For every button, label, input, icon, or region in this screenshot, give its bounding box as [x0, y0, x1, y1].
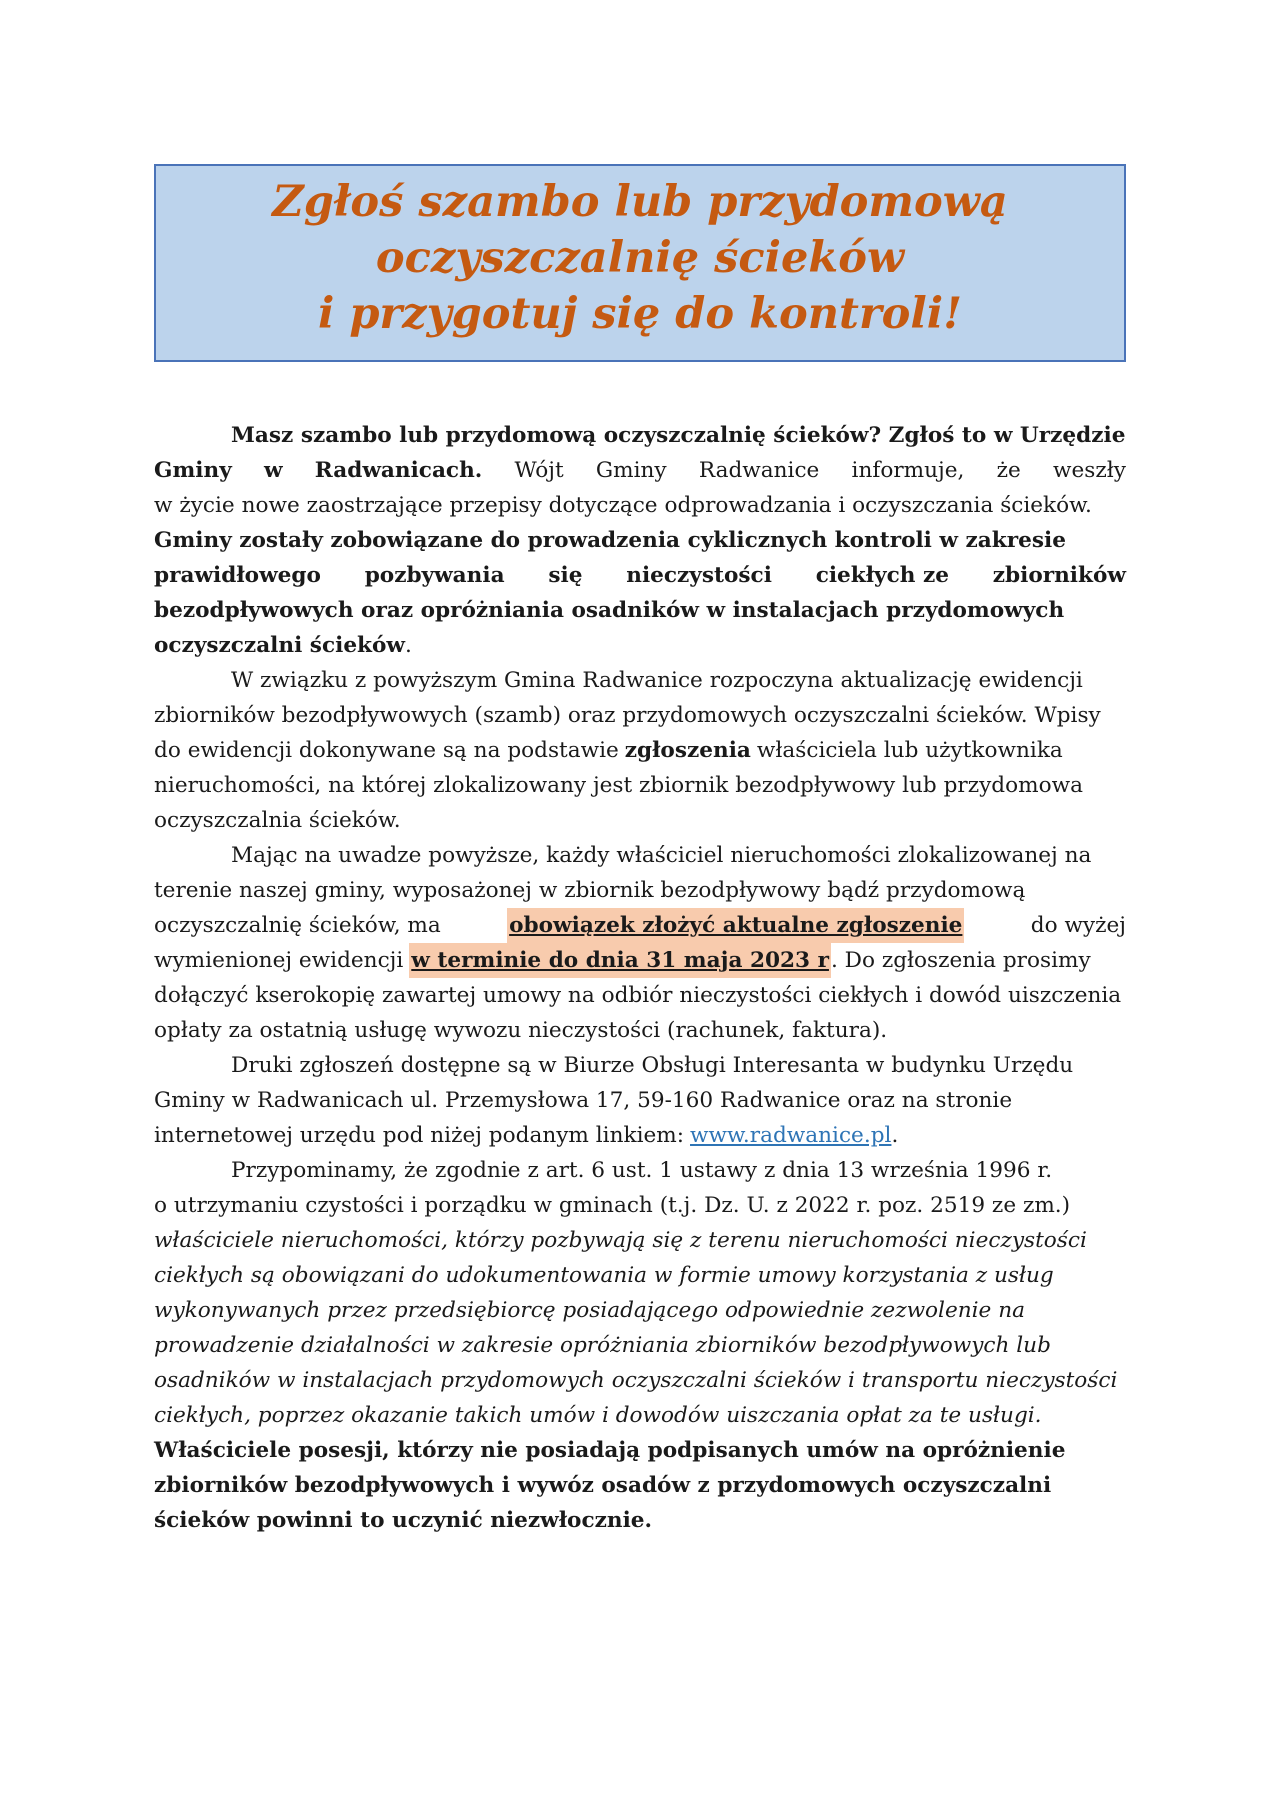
text-span: W związku z powyższym Gmina Radwanice rozpoczyna aktualizację ewidencji — [231, 668, 1083, 693]
text-span: Gminy w Radwanicach ul. Przemysłowa 17, 59-160 Radwanice oraz na stronie — [154, 1088, 1013, 1113]
text-span: wymienionej ewidencji — [154, 948, 404, 973]
text-span: prowadzenie działalności w zakresie opróżniania zbiorników bezodpływowych lub — [154, 1333, 1051, 1358]
text-line — [154, 1223, 1126, 1258]
text-span: dołączyć kserokopię zawartej umowy na odbiór nieczystości ciekłych i dowód uiszczenia — [154, 983, 1122, 1008]
text-span: nieruchomości, na której zlokalizowany jest zbiornik bezodpływowy lub przydomowa — [154, 773, 1083, 798]
text-span: oczyszczalnia ścieków. — [154, 808, 401, 833]
text-line — [154, 1258, 1126, 1293]
text-line — [154, 698, 1126, 733]
text-line — [154, 418, 1126, 453]
text-span: zbiorników bezodpływowych i wywóz osadów z przydomowych oczyszczalni — [154, 1473, 1052, 1498]
text-span: prawidłowego — [154, 563, 321, 588]
text-line — [154, 1153, 1126, 1188]
text-line — [154, 943, 1126, 978]
text-span: nieczystości — [626, 563, 772, 588]
text-line — [154, 1083, 1126, 1118]
text-span: Przypominamy, że zgodnie z art. 6 ust. 1 ustawy z dnia 13 września 1996 r. — [231, 1158, 1053, 1183]
text-span: . Do zgłoszenia prosimy — [830, 948, 1091, 973]
text-line — [154, 1118, 1126, 1153]
text-span: Wójt — [514, 458, 564, 483]
text-line — [154, 838, 1126, 873]
text-line — [154, 488, 1126, 523]
text-span: w — [263, 458, 283, 483]
text-span: Radwanicach. — [314, 458, 483, 483]
text-span: weszły — [1053, 458, 1126, 483]
text-span: się — [548, 563, 583, 588]
text-span: osadników w instalacjach przydomowych oczyszczalni ścieków i transportu nieczystości — [154, 1368, 1118, 1393]
text-line — [154, 1328, 1126, 1363]
website-link[interactable]: www.radwanice.pl — [690, 1123, 892, 1148]
title-line-3: i przygotuj się do kontroli! — [317, 289, 963, 339]
text-span: bezodpływowych oraz opróżniania osadników w instalacjach przydomowych — [154, 598, 1065, 623]
text-line — [154, 453, 1126, 488]
text-span: do ewidencji dokonywane są na podstawie — [154, 738, 619, 763]
text-span: do wyżej — [1030, 913, 1126, 938]
text-line — [154, 1048, 1126, 1083]
text-line — [154, 628, 1126, 663]
text-line — [154, 523, 1126, 558]
text-line — [154, 1293, 1126, 1328]
text-span: oczyszczalni ścieków — [154, 633, 406, 658]
text-span: zbiorników — [992, 563, 1126, 588]
text-line — [154, 978, 1126, 1013]
text-line — [154, 1433, 1126, 1468]
text-span: pozbywania — [364, 563, 505, 588]
text-span: ścieków powinni to uczynić niezwłocznie. — [154, 1508, 653, 1533]
title-line-2: oczyszczalnię ścieków — [375, 233, 905, 283]
text-span: Gminy — [154, 458, 232, 483]
text-line — [154, 873, 1126, 908]
text-span: ciekłych ze — [815, 563, 949, 588]
text-span: internetowej urzędu pod niżej podanym linkiem: — [154, 1123, 685, 1148]
text-line — [154, 1503, 1126, 1538]
title-banner — [154, 164, 1126, 362]
text-span: Właściciele posesji, którzy nie posiadają podpisanych umów na opróżnienie — [154, 1438, 1066, 1463]
text-line — [154, 803, 1126, 838]
text-span: Gminy zostały zobowiązane do prowadzenia cyklicznych kontroli w zakresie — [154, 528, 1066, 553]
text-span: Druki zgłoszeń dostępne są w Biurze Obsługi Interesanta w budynku Urzędu — [231, 1053, 1074, 1078]
text-line — [154, 1363, 1126, 1398]
text-span: wykonywanych przez przedsiębiorcę posiadającego odpowiednie zezwolenie na — [154, 1298, 1025, 1323]
text-span: Gminy — [595, 458, 667, 483]
highlighted-deadline: w terminie do dnia 31 maja 2023 r — [409, 943, 831, 978]
text-span: terenie naszej gminy, wyposażonej w zbiornik bezodpływowy bądź przydomową — [154, 878, 1026, 903]
text-span: w życie nowe zaostrzające przepisy dotyczące odprowadzania i oczyszczania ścieków. — [154, 493, 1092, 518]
text-span: Radwanice — [698, 458, 820, 483]
text-line — [154, 733, 1126, 768]
highlighted-obligation: obowiązek złożyć aktualne zgłoszenie — [507, 908, 964, 943]
text-span: opłaty za ostatnią usługę wywozu nieczystości (rachunek, faktura). — [154, 1018, 888, 1043]
text-span: ciekłych są obowiązani do udokumentowania w formie umowy korzystania z usług — [154, 1263, 1054, 1288]
text-line — [154, 1468, 1126, 1503]
text-span: że — [996, 458, 1021, 483]
text-span: Mając na uwadze powyższe, każdy właściciel nieruchomości zlokalizowanej na — [231, 843, 1092, 868]
text-line — [154, 908, 1126, 943]
text-line — [154, 558, 1126, 593]
text-line — [154, 1398, 1126, 1433]
text-span: . — [891, 1123, 899, 1148]
text-span: właściciela lub użytkownika — [756, 738, 1063, 763]
text-line — [154, 593, 1126, 628]
title-line-1: Zgłoś szambo lub przydomową — [272, 177, 1008, 227]
text-line — [154, 1188, 1126, 1223]
text-span: oczyszczalnię ścieków, ma — [154, 913, 441, 938]
text-span: Masz szambo lub przydomową oczyszczalnię ścieków? Zgłoś to w Urzędzie — [231, 423, 1126, 448]
text-span: zbiorników bezodpływowych (szamb) oraz przydomowych oczyszczalni ścieków. Wpisy — [154, 703, 1101, 728]
text-line — [154, 1013, 1126, 1048]
text-span: właściciele nieruchomości, którzy pozbywają się z terenu nieruchomości nieczystości — [154, 1228, 1087, 1253]
text-span: . — [405, 633, 412, 658]
text-span: informuje, — [851, 458, 965, 483]
text-line — [154, 768, 1126, 803]
text-line — [154, 663, 1126, 698]
text-span: ciekłych, poprzez okazanie takich umów i dowodów uiszczania opłat za te usługi. — [154, 1403, 1042, 1428]
text-span: zgłoszenia — [624, 738, 751, 763]
text-span: o utrzymaniu czystości i porządku w gminach (t.j. Dz. U. z 2022 r. poz. 2519 ze zm.) — [154, 1193, 1071, 1218]
